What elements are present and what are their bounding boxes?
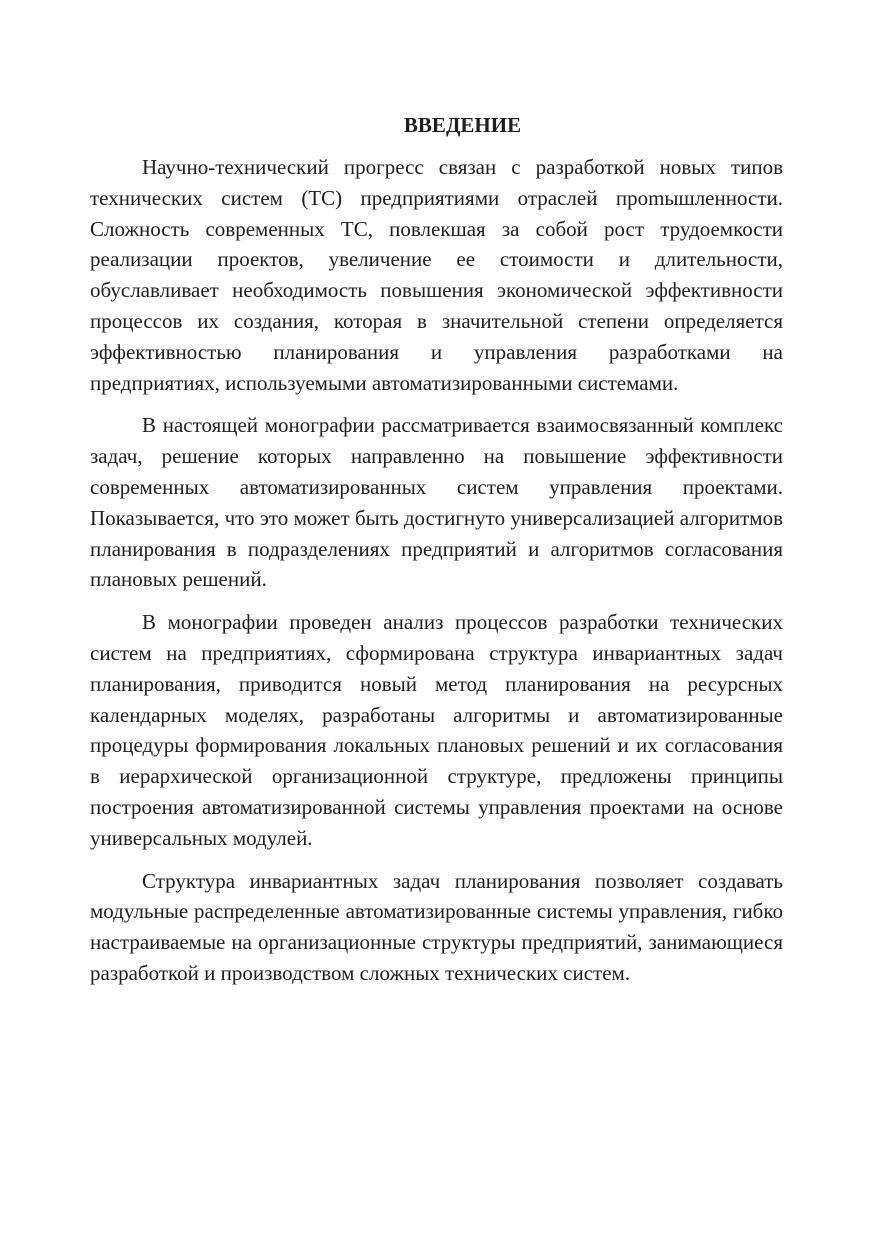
paragraph-2: В настоящей монографии рассматривается взаимосвязанный комплекс задач, решение которых направленно на повышение эффективности современных автоматизированных систем управления проектами. Показывается, что это может быть достигнуто универсализацией алгоритмов планирования в подразделениях предприятий и алгоритмов согласования плановых решений. <box>90 413 783 592</box>
paragraph-1: Научно-технический прогресс связан с разработкой новых типов технических систем (ТС) предприятиями отраслей проmышленности. Сложность современных ТС, повлекшая за собой рост трудоемкости реализации проектов, увеличение ее стоимости и длительности, обуславливает необходимость повышения экономической эффективности процессов их создания, которая в значительной степени определяется эффективностью планирования и управления разработками на предприятиях, используемыми автоматизированными системами. <box>90 155 783 395</box>
page-title: ВВЕДЕНИЕ <box>403 113 522 137</box>
paragraph-4: Структура инвариантных задач планирования позволяет создавать модульные распределенные автоматизированные системы управления, гибко настраиваемые на организационные структуры предприятий, занимающиеся разработкой и производством сложных технических систем. <box>90 868 783 985</box>
page-content <box>90 110 783 1001</box>
paragraph-3: В монографии проведен анализ процессов разработки технических систем на предприятиях, сформирована структура инвариантных задач планирования, приводится новый метод планирования на ресурсных календарных моделях, разработаны алгоритмы и автоматизированные процедуры формирования локальных плановых решений и их согласования в иерархической организационной структуре, предложены принципы построения автоматизированной системы управления проектами на основе универсальных модулей. <box>90 610 783 850</box>
